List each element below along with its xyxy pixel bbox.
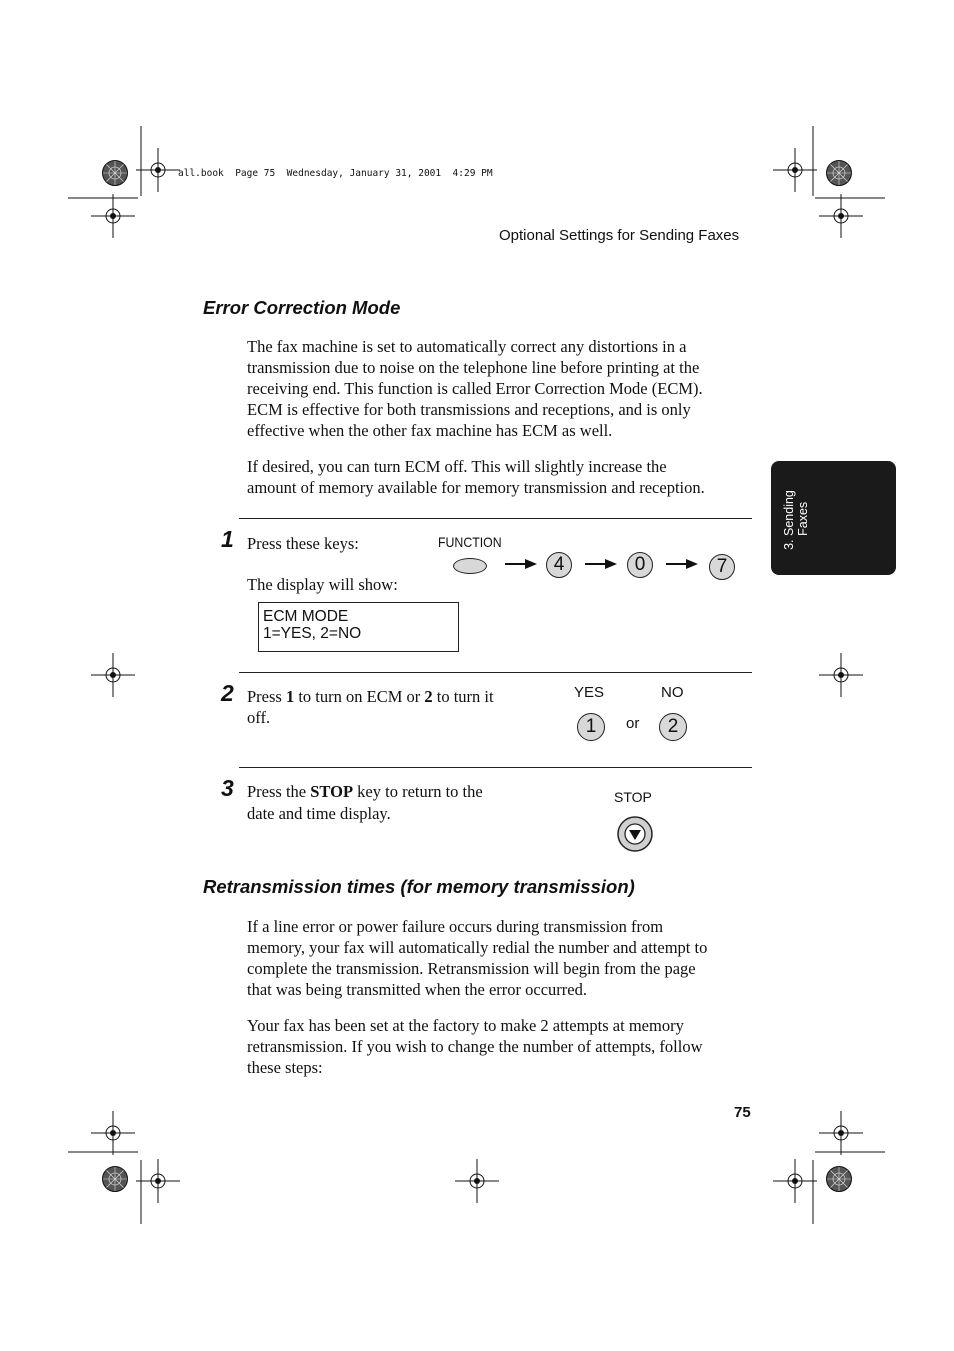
registration-target-icon [136, 148, 180, 192]
lcd-line-2: 1=YES, 2=NO [263, 625, 362, 642]
step-number: 1 [221, 526, 234, 552]
registration-target-icon [819, 653, 863, 697]
text-line: that was being transmitted when the error occurred. [247, 980, 587, 999]
retrans-paragraph-1 [247, 916, 707, 1000]
text-line: The fax machine is set to automatically correct any distortions in a [247, 337, 687, 356]
no-label: NO [661, 684, 684, 701]
text-line: these steps: [247, 1058, 323, 1077]
registration-target-icon [819, 194, 863, 238]
text-line: effective when the other fax machine has ECM as well. [247, 421, 613, 440]
lcd-line-1: ECM MODE [263, 608, 349, 625]
function-key-label: FUNCTION [438, 534, 502, 550]
stop-key-label: STOP [614, 789, 652, 805]
page-number: 75 [734, 1104, 751, 1121]
retrans-paragraph-2 [247, 1015, 703, 1078]
registration-burst-icon [103, 1167, 128, 1192]
registration-burst-icon [103, 161, 128, 186]
or-label: or [626, 715, 640, 732]
arrow-right-icon [585, 559, 617, 569]
text-line: receiving end. This function is called Error Correction Mode (ECM). [247, 379, 703, 398]
arrow-right-icon [505, 559, 537, 569]
section-heading-retransmission: Retransmission times (for memory transmission) [203, 876, 635, 897]
text-line: complete the transmission. Retransmission will begin from the page [247, 959, 696, 978]
text-line: Your fax has been set at the factory to make 2 attempts at memory [247, 1016, 684, 1035]
lcd-display [258, 602, 459, 652]
registration-burst-icon [827, 1167, 852, 1192]
text-line: retransmission. If you wish to change the number of attempts, follow [247, 1037, 703, 1056]
stop-key-icon [616, 815, 654, 853]
step1-display-text: The display will show: [247, 575, 398, 594]
text-line: amount of memory available for memory transmission and reception. [247, 478, 705, 497]
key-4-icon: 4 [546, 552, 572, 578]
key-0-icon: 0 [627, 552, 653, 578]
text-line: memory, your fax will automatically redial the number and attempt to [247, 938, 708, 957]
registration-target-icon [773, 1159, 817, 1203]
function-key-icon [453, 558, 487, 574]
text-line: transmission due to noise on the telephone line before printing at the [247, 358, 700, 377]
step2-text: Press 1 to turn on ECM or 2 to turn it [247, 687, 494, 706]
ecm-paragraph-2 [247, 456, 705, 498]
ecm-paragraph-1 [247, 336, 703, 441]
registration-target-icon [91, 1111, 135, 1155]
registration-target-icon [773, 148, 817, 192]
registration-target-icon [136, 1159, 180, 1203]
arrow-right-icon [666, 559, 698, 569]
section-heading-ecm: Error Correction Mode [203, 297, 401, 318]
registration-target-icon [455, 1159, 499, 1203]
key-7-icon: 7 [709, 554, 735, 580]
registration-target-icon [91, 194, 135, 238]
text-line: ECM is effective for both transmissions and receptions, and is only [247, 400, 691, 419]
chapter-tab-label: 3. Sending Faxes [782, 490, 810, 550]
page-header-title: Optional Settings for Sending Faxes [499, 227, 740, 244]
step3-text-line2: date and time display. [247, 804, 391, 823]
step1-text: Press these keys: [247, 534, 359, 553]
step-divider [239, 672, 752, 673]
key-1-icon: 1 [577, 713, 605, 741]
step-number: 2 [221, 680, 234, 706]
step-divider [239, 518, 752, 519]
step-divider [239, 767, 752, 768]
yes-label: YES [574, 684, 605, 701]
print-slug: all.book Page 75 Wednesday, January 31, 2001 4:29 PM [178, 168, 493, 179]
step2-text-line2: off. [247, 708, 271, 727]
registration-target-icon [91, 653, 135, 697]
text-line: If desired, you can turn ECM off. This will slightly increase the [247, 457, 667, 476]
registration-burst-icon [827, 161, 852, 186]
step-number: 3 [221, 775, 234, 801]
step3-text: Press the STOP key to return to the [247, 782, 483, 801]
key-2-icon: 2 [659, 713, 687, 741]
registration-target-icon [819, 1111, 863, 1155]
text-line: If a line error or power failure occurs during transmission from [247, 917, 664, 936]
